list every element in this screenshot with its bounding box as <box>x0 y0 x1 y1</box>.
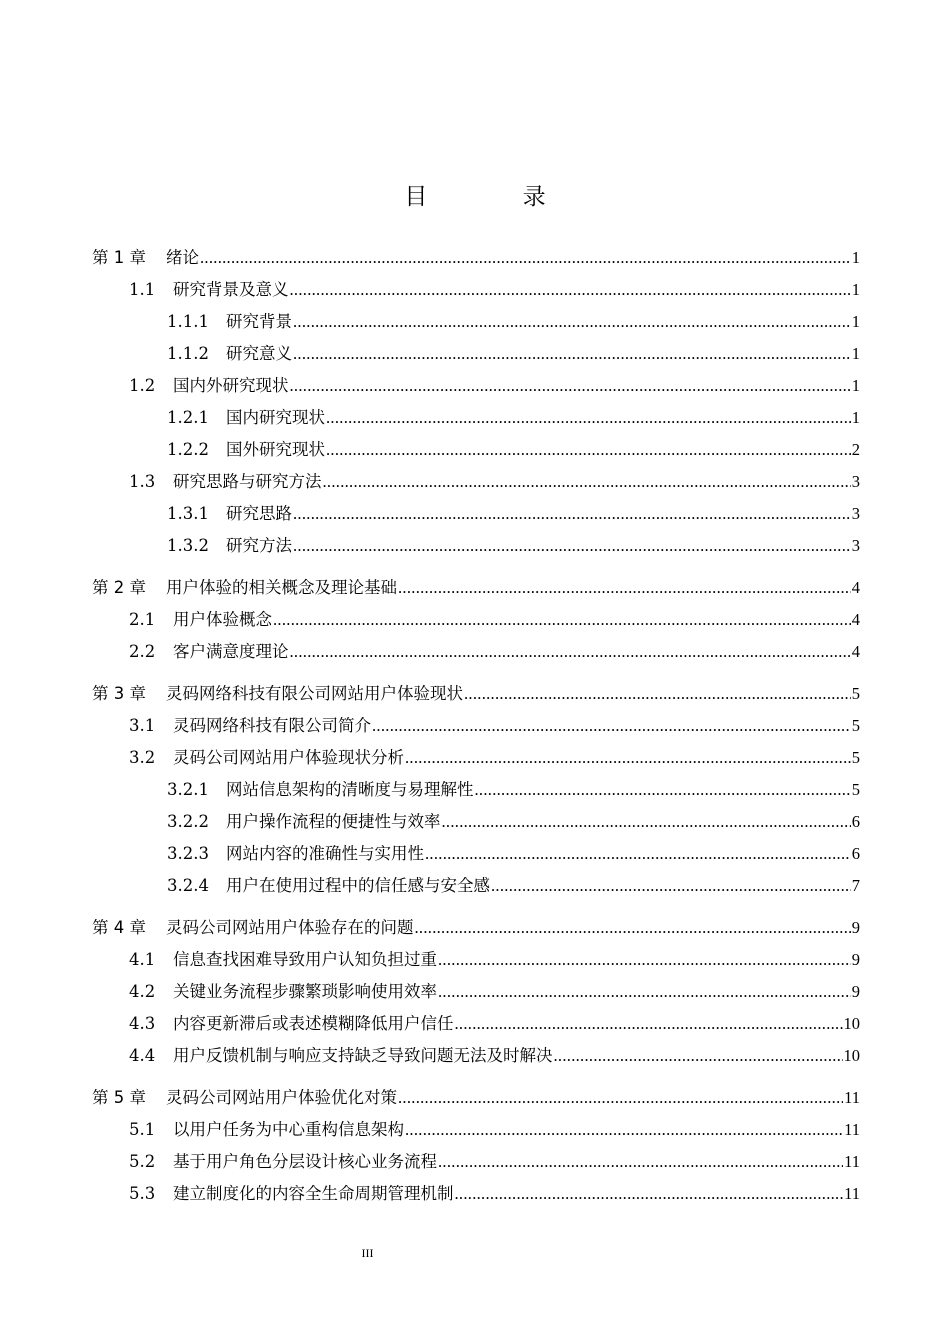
toc-entry-title: 研究方法 <box>226 536 292 555</box>
toc-dot-leader <box>491 870 851 902</box>
toc-entry-subsection[interactable] <box>0 774 860 806</box>
toc-dot-leader <box>398 572 851 604</box>
toc-entry-page: 3 <box>851 536 860 555</box>
toc-entry-section[interactable] <box>0 274 860 306</box>
toc-dot-leader <box>455 1008 843 1040</box>
toc-dot-leader <box>464 678 851 710</box>
toc-entry-title: 国内外研究现状 <box>173 376 289 395</box>
toc-entry-page: 5 <box>851 748 860 767</box>
toc-entry-page: 5 <box>851 780 860 799</box>
toc-entry-number: 1.1 <box>129 280 156 299</box>
toc-entry-page: 3 <box>851 472 860 491</box>
toc-dot-leader <box>326 434 851 466</box>
toc-entry-subsection[interactable] <box>0 338 860 370</box>
toc-entry-title: 以用户任务为中心重构信息架构 <box>173 1120 404 1139</box>
toc-entry-number: 第 2 章 <box>92 578 146 597</box>
toc-entry-section[interactable] <box>0 636 860 668</box>
toc-dot-leader <box>372 710 851 742</box>
toc-entry-number: 1.2.2 <box>167 440 209 459</box>
toc-entry-title: 用户在使用过程中的信任感与安全感 <box>226 876 490 895</box>
toc-entry-title: 研究背景 <box>226 312 292 331</box>
toc-entry-number: 3.2.1 <box>167 780 209 799</box>
toc-entry-section[interactable] <box>0 944 860 976</box>
toc-entry-section[interactable] <box>0 466 860 498</box>
toc-dot-leader <box>438 1146 843 1178</box>
toc-dot-leader <box>415 912 851 944</box>
toc-entry-section[interactable] <box>0 1178 860 1210</box>
toc-entry-page: 4 <box>851 642 860 661</box>
toc-entry-page: 11 <box>844 1184 860 1203</box>
toc-entry-title: 用户操作流程的便捷性与效率 <box>226 812 441 831</box>
toc-entry-title: 用户体验概念 <box>173 610 272 629</box>
toc-entry-title: 网站内容的准确性与实用性 <box>226 844 424 863</box>
toc-dot-leader <box>425 838 851 870</box>
toc-dot-leader <box>323 466 851 498</box>
toc-dot-leader <box>438 976 851 1008</box>
toc-entry-title: 关键业务流程步骤繁琐影响使用效率 <box>173 982 437 1001</box>
toc-entry-page: 4 <box>851 578 860 597</box>
toc-entry-number: 第 1 章 <box>92 248 146 267</box>
toc-entry-page: 10 <box>843 1046 860 1065</box>
toc-entry-page: 9 <box>851 918 860 937</box>
toc-entry-chapter[interactable] <box>0 242 860 274</box>
toc-entry-number: 2.1 <box>129 610 156 629</box>
toc-entry-subsection[interactable] <box>0 434 860 466</box>
toc-entry-number: 4.2 <box>129 982 156 1001</box>
toc-dot-leader <box>293 498 851 530</box>
toc-entry-title: 灵码公司网站用户体验优化对策 <box>166 1088 397 1107</box>
toc-entry-title: 灵码公司网站用户体验现状分析 <box>173 748 404 767</box>
toc-entry-number: 3.1 <box>129 716 156 735</box>
toc-entry-section[interactable] <box>0 1008 860 1040</box>
toc-dot-leader <box>290 636 851 668</box>
toc-entry-page: 7 <box>851 876 860 895</box>
toc-entry-number: 3.2.2 <box>167 812 209 831</box>
toc-entry-section[interactable] <box>0 370 860 402</box>
toc-entry-subsection[interactable] <box>0 498 860 530</box>
toc-dot-leader <box>326 402 851 434</box>
toc-dot-leader <box>455 1178 844 1210</box>
toc-dot-leader <box>293 306 851 338</box>
toc-entry-number: 1.3.2 <box>167 536 209 555</box>
toc-dot-leader <box>273 604 851 636</box>
toc-entry-number: 1.2.1 <box>167 408 209 427</box>
toc-entry-title: 网站信息架构的清晰度与易理解性 <box>226 780 474 799</box>
toc-entry-subsection[interactable] <box>0 402 860 434</box>
toc-entry-section[interactable] <box>0 710 860 742</box>
toc-entry-page: 6 <box>851 844 860 863</box>
toc-entry-page: 2 <box>851 440 860 459</box>
toc-dot-leader <box>405 742 851 774</box>
toc-entry-title: 客户满意度理论 <box>173 642 289 661</box>
toc-entry-title: 建立制度化的内容全生命周期管理机制 <box>173 1184 454 1203</box>
toc-dot-leader <box>200 242 851 274</box>
toc-entry-page: 11 <box>844 1088 860 1107</box>
toc-entry-subsection[interactable] <box>0 530 860 562</box>
toc-entry-number: 5.3 <box>129 1184 156 1203</box>
toc-entry-page: 5 <box>851 716 860 735</box>
toc-entry-number: 1.2 <box>129 376 156 395</box>
toc-entry-number: 1.3 <box>129 472 156 491</box>
toc-dot-leader <box>475 774 851 806</box>
toc-entry-title: 内容更新滞后或表述模糊降低用户信任 <box>173 1014 454 1033</box>
toc-entry-chapter[interactable] <box>0 678 860 710</box>
toc-entry-page: 1 <box>851 312 860 331</box>
toc-entry-number: 4.1 <box>129 950 156 969</box>
toc-entry-page: 5 <box>851 684 860 703</box>
toc-entry-number: 5.1 <box>129 1120 156 1139</box>
toc-dot-leader <box>290 370 851 402</box>
toc-entry-title: 灵码网络科技有限公司简介 <box>173 716 371 735</box>
toc-dot-leader <box>438 944 851 976</box>
toc-entry-number: 4.4 <box>129 1046 156 1065</box>
toc-entry-title: 国外研究现状 <box>226 440 325 459</box>
toc-entry-section[interactable] <box>0 976 860 1008</box>
toc-entry-section[interactable] <box>0 742 860 774</box>
toc-entry-section[interactable] <box>0 1146 860 1178</box>
toc-dot-leader <box>290 274 851 306</box>
toc-entry-title: 研究思路与研究方法 <box>173 472 322 491</box>
toc-entry-title: 研究思路 <box>226 504 292 523</box>
toc-entry-number: 2.2 <box>129 642 156 661</box>
toc-entry-title: 信息查找困难导致用户认知负担过重 <box>173 950 437 969</box>
toc-entry-subsection[interactable] <box>0 306 860 338</box>
toc-entry-number: 1.1.2 <box>167 344 209 363</box>
page-number: III <box>361 1246 374 1260</box>
toc-entry-number: 3.2.3 <box>167 844 209 863</box>
toc-entry-number: 第 5 章 <box>92 1088 146 1107</box>
toc-entry-title: 灵码公司网站用户体验存在的问题 <box>166 918 414 937</box>
toc-entry-page: 6 <box>851 812 860 831</box>
toc-entry-title: 用户体验的相关概念及理论基础 <box>166 578 397 597</box>
toc-entry-number: 5.2 <box>129 1152 156 1171</box>
toc-entry-title: 用户反馈机制与响应支持缺乏导致问题无法及时解决 <box>173 1046 553 1065</box>
toc-entry-number: 3.2 <box>129 748 156 767</box>
toc-entry-page: 10 <box>843 1014 860 1033</box>
toc-dot-leader <box>293 530 851 562</box>
toc-entry-page: 1 <box>851 248 860 267</box>
toc-entry-title: 研究意义 <box>226 344 292 363</box>
toc-entry-section[interactable] <box>0 1040 860 1072</box>
toc-entry-page: 9 <box>851 982 860 1001</box>
toc-entry-page: 9 <box>851 950 860 969</box>
toc-entry-subsection[interactable] <box>0 806 860 838</box>
toc-entry-chapter[interactable] <box>0 1082 860 1114</box>
toc-entry-title: 灵码网络科技有限公司网站用户体验现状 <box>166 684 463 703</box>
toc-entry-number: 1.1.1 <box>167 312 209 331</box>
toc-entry-number: 第 4 章 <box>92 918 146 937</box>
toc-dot-leader <box>442 806 851 838</box>
toc-entry-page: 1 <box>851 376 860 395</box>
table-of-contents <box>0 242 950 1210</box>
toc-entry-subsection[interactable] <box>0 870 860 902</box>
toc-entry-page: 3 <box>851 504 860 523</box>
toc-entry-title: 研究背景及意义 <box>173 280 289 299</box>
toc-entry-subsection[interactable] <box>0 838 860 870</box>
toc-entry-number: 1.3.1 <box>167 504 209 523</box>
toc-entry-page: 4 <box>851 610 860 629</box>
toc-entry-title: 绪论 <box>166 248 199 267</box>
toc-entry-page: 11 <box>844 1120 860 1139</box>
page-title: 目 录 <box>404 184 590 210</box>
toc-dot-leader <box>405 1114 843 1146</box>
toc-dot-leader <box>293 338 851 370</box>
toc-entry-page: 1 <box>851 280 860 299</box>
toc-entry-title: 基于用户角色分层设计核心业务流程 <box>173 1152 437 1171</box>
toc-dot-leader <box>398 1082 843 1114</box>
toc-entry-number: 3.2.4 <box>167 876 209 895</box>
toc-entry-chapter[interactable] <box>0 572 860 604</box>
toc-entry-title: 国内研究现状 <box>226 408 325 427</box>
toc-entry-page: 1 <box>851 344 860 363</box>
toc-dot-leader <box>554 1040 843 1072</box>
toc-entry-section[interactable] <box>0 1114 860 1146</box>
toc-entry-page: 11 <box>844 1152 860 1171</box>
toc-entry-number: 第 3 章 <box>92 684 146 703</box>
toc-entry-number: 4.3 <box>129 1014 156 1033</box>
toc-entry-chapter[interactable] <box>0 912 860 944</box>
toc-entry-section[interactable] <box>0 604 860 636</box>
toc-entry-page: 1 <box>851 408 860 427</box>
